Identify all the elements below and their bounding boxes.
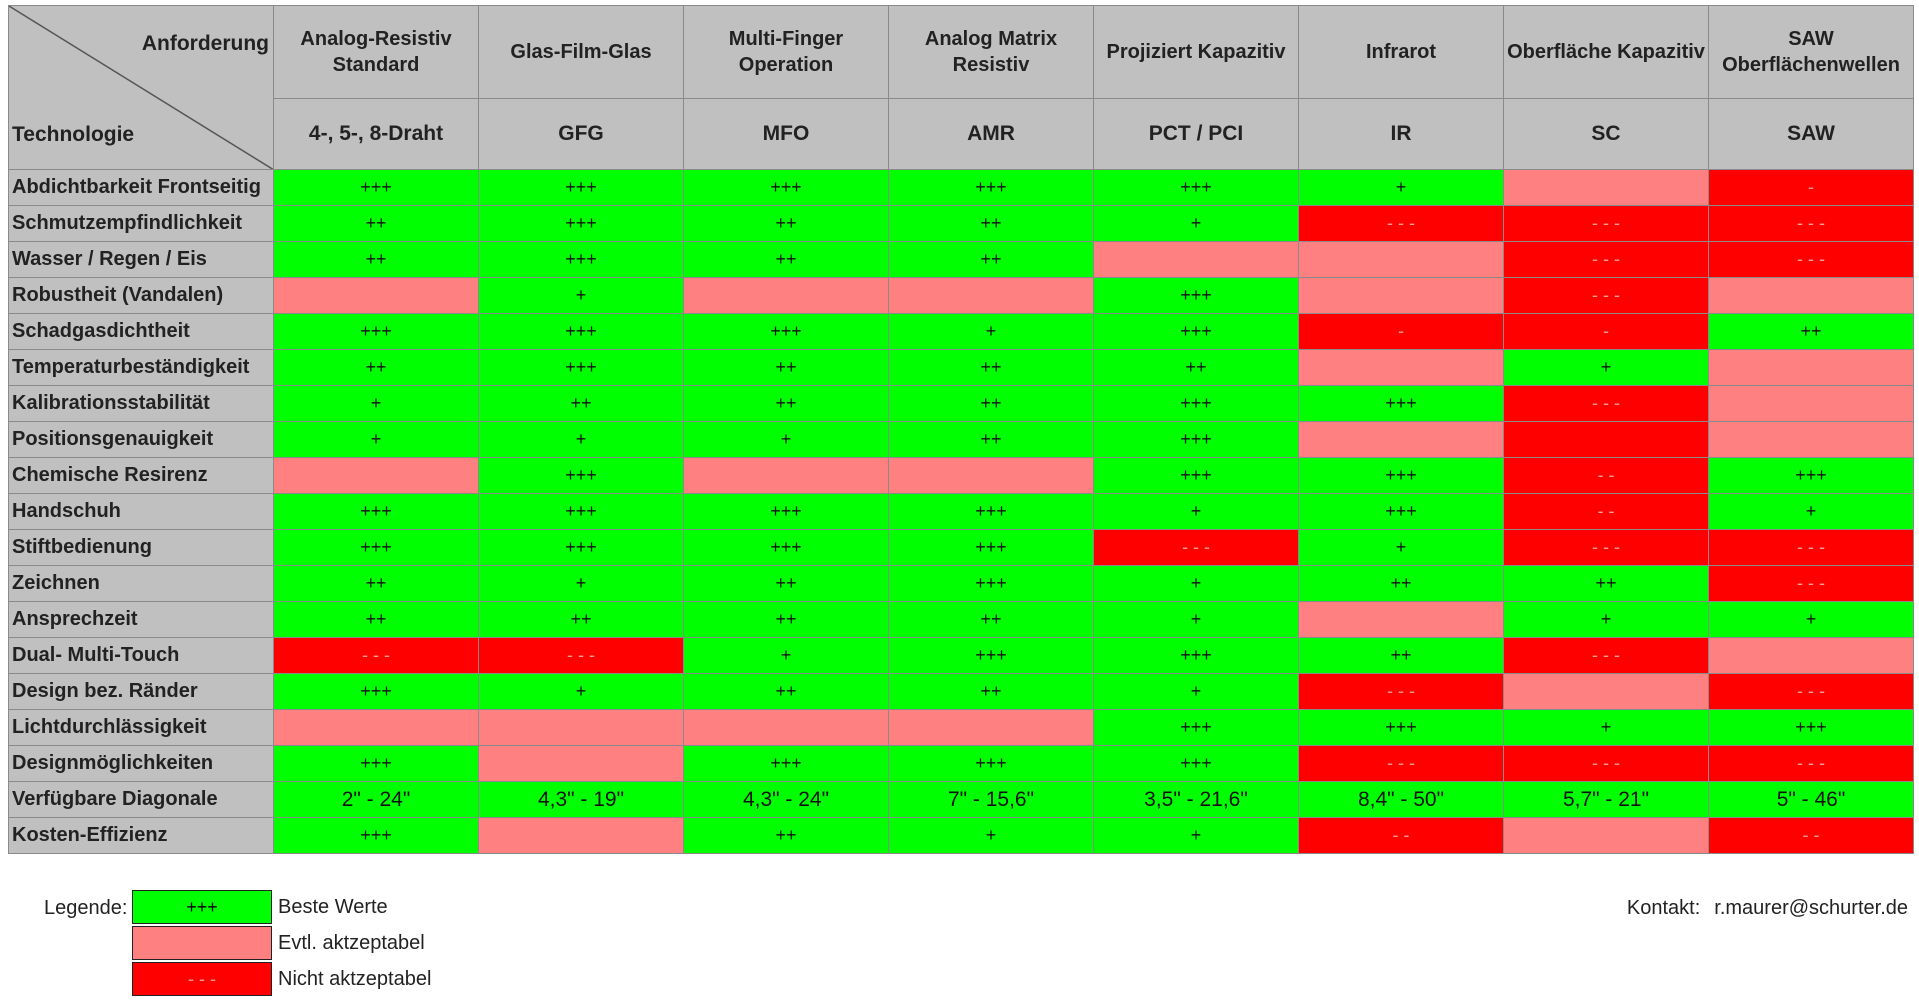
rating-cell — [1299, 350, 1504, 386]
rating-cell: +++ — [479, 206, 684, 242]
rating-cell — [1094, 242, 1299, 278]
rating-cell: +++ — [1299, 494, 1504, 530]
corner-technology-label: Technologie — [12, 123, 135, 146]
table-row — [9, 530, 1914, 566]
rating-cell: - — [1504, 314, 1709, 350]
rating-cell: ++ — [274, 242, 479, 278]
column-header: Glas-Film-Glas — [479, 6, 684, 99]
rating-cell — [1709, 386, 1914, 422]
rating-cell: - - - — [1709, 746, 1914, 782]
rating-cell: +++ — [274, 170, 479, 206]
rating-cell: - - - — [1504, 242, 1709, 278]
rating-cell: +++ — [479, 350, 684, 386]
rating-cell: +++ — [684, 314, 889, 350]
header-row — [9, 6, 1914, 99]
row-label: Dual- Multi-Touch — [9, 638, 274, 674]
rating-cell: - - - — [479, 638, 684, 674]
rating-cell: + — [479, 566, 684, 602]
rating-cell: - - - — [1709, 242, 1914, 278]
rating-cell: ++ — [889, 242, 1094, 278]
rating-cell: - - - — [1504, 206, 1709, 242]
row-label: Positionsgenauigkeit — [9, 422, 274, 458]
rating-cell: ++ — [274, 602, 479, 638]
rating-cell: +++ — [889, 530, 1094, 566]
column-abbreviation: IR — [1299, 99, 1504, 170]
rating-cell — [1504, 818, 1709, 854]
rating-cell: + — [1504, 602, 1709, 638]
rating-cell: +++ — [1299, 710, 1504, 746]
rating-cell: - - - — [1299, 674, 1504, 710]
rating-cell: + — [1709, 602, 1914, 638]
row-label: Verfügbare Diagonale — [9, 782, 274, 818]
rating-cell — [1299, 602, 1504, 638]
rating-cell: +++ — [274, 494, 479, 530]
rating-cell: 5,7" - 21" — [1504, 782, 1709, 818]
rating-cell: - - — [1299, 818, 1504, 854]
rating-cell: ++ — [889, 674, 1094, 710]
rating-cell: +++ — [889, 566, 1094, 602]
table-row — [9, 602, 1914, 638]
rating-cell: +++ — [889, 746, 1094, 782]
table-row — [9, 350, 1914, 386]
rating-cell: + — [1094, 602, 1299, 638]
rating-cell — [1299, 242, 1504, 278]
rating-cell — [889, 278, 1094, 314]
rating-cell: + — [889, 314, 1094, 350]
rating-cell — [479, 710, 684, 746]
rating-cell: 4,3" - 19" — [479, 782, 684, 818]
rating-cell: ++ — [684, 386, 889, 422]
rating-cell: +++ — [889, 494, 1094, 530]
column-abbreviation: 4-, 5-, 8-Draht — [274, 99, 479, 170]
rating-cell: ++ — [1504, 566, 1709, 602]
legend-text: Beste Werte — [278, 896, 388, 918]
table-row — [9, 422, 1914, 458]
rating-cell: +++ — [1094, 278, 1299, 314]
rating-cell: +++ — [1299, 386, 1504, 422]
rating-cell: - - - — [1504, 386, 1709, 422]
rating-cell: + — [1504, 350, 1709, 386]
rating-cell: - - — [1504, 458, 1709, 494]
rating-cell: +++ — [274, 746, 479, 782]
rating-cell: ++ — [889, 602, 1094, 638]
row-label: Chemische Resirenz — [9, 458, 274, 494]
table-row — [9, 278, 1914, 314]
rating-cell: ++ — [684, 818, 889, 854]
rating-cell — [684, 458, 889, 494]
rating-cell: + — [274, 422, 479, 458]
table-row — [9, 386, 1914, 422]
column-header: Multi-Finger Operation — [684, 6, 889, 99]
rating-cell — [1709, 422, 1914, 458]
rating-cell: ++ — [889, 422, 1094, 458]
rating-cell: ++ — [274, 206, 479, 242]
rating-cell — [1504, 170, 1709, 206]
row-label: Robustheit (Vandalen) — [9, 278, 274, 314]
rating-cell — [274, 458, 479, 494]
legend-swatch-pink — [132, 926, 272, 960]
rating-cell: +++ — [1094, 710, 1299, 746]
rating-cell: +++ — [274, 674, 479, 710]
rating-cell — [889, 458, 1094, 494]
rating-cell: - - - — [274, 638, 479, 674]
rating-cell: - - - — [1504, 530, 1709, 566]
rating-cell: 5" - 46" — [1709, 782, 1914, 818]
rating-cell: + — [1299, 530, 1504, 566]
rating-cell: - - - — [1709, 674, 1914, 710]
table-row — [9, 314, 1914, 350]
table-row — [9, 206, 1914, 242]
rating-cell: - - - — [1504, 278, 1709, 314]
rating-cell: ++ — [889, 350, 1094, 386]
rating-cell: ++ — [684, 602, 889, 638]
row-label: Handschuh — [9, 494, 274, 530]
rating-cell: +++ — [1094, 422, 1299, 458]
rating-cell: ++ — [1299, 566, 1504, 602]
rating-cell: + — [889, 818, 1094, 854]
rating-cell: - - - — [1504, 746, 1709, 782]
row-label: Wasser / Regen / Eis — [9, 242, 274, 278]
rating-cell: ++ — [479, 602, 684, 638]
column-abbreviation: AMR — [889, 99, 1094, 170]
rating-cell: +++ — [1709, 710, 1914, 746]
rating-cell: + — [1299, 170, 1504, 206]
rating-cell — [274, 710, 479, 746]
corner-requirement-label: Anforderung — [141, 32, 269, 55]
rating-cell: +++ — [684, 170, 889, 206]
table-row — [9, 242, 1914, 278]
rating-cell: + — [1504, 710, 1709, 746]
rating-cell: + — [479, 674, 684, 710]
rating-cell: 8,4" - 50" — [1299, 782, 1504, 818]
rating-cell: + — [479, 278, 684, 314]
rating-cell: + — [1094, 494, 1299, 530]
rating-cell: + — [684, 422, 889, 458]
corner-cell — [9, 6, 274, 170]
rating-cell — [1299, 278, 1504, 314]
rating-cell — [1504, 422, 1709, 458]
rating-cell: +++ — [1299, 458, 1504, 494]
legend-text: Nicht aktzeptabel — [278, 968, 432, 990]
rating-cell: + — [1094, 566, 1299, 602]
rating-cell: + — [1094, 206, 1299, 242]
rating-cell: - - - — [1504, 638, 1709, 674]
row-label: Stiftbedienung — [9, 530, 274, 566]
rating-cell: +++ — [1094, 458, 1299, 494]
rating-cell: ++ — [889, 206, 1094, 242]
rating-cell: +++ — [1094, 746, 1299, 782]
rating-cell — [1299, 422, 1504, 458]
table-row — [9, 494, 1914, 530]
rating-cell: ++ — [684, 242, 889, 278]
table-row — [9, 566, 1914, 602]
rating-cell: + — [479, 422, 684, 458]
table-row — [9, 710, 1914, 746]
rating-cell: - - - — [1709, 206, 1914, 242]
row-label: Design bez. Ränder — [9, 674, 274, 710]
rating-cell — [889, 710, 1094, 746]
rating-cell: - — [1709, 170, 1914, 206]
legend-swatch-green: +++ — [132, 890, 272, 924]
rating-cell: - - — [1504, 494, 1709, 530]
table-row — [9, 818, 1914, 854]
rating-cell — [1709, 278, 1914, 314]
rating-cell: +++ — [274, 530, 479, 566]
table-row — [9, 746, 1914, 782]
column-abbreviation: PCT / PCI — [1094, 99, 1299, 170]
rating-cell: ++ — [889, 386, 1094, 422]
rating-cell: +++ — [889, 170, 1094, 206]
rating-cell: ++ — [684, 566, 889, 602]
column-header: Analog-Resistiv Standard — [274, 6, 479, 99]
rating-cell: - - — [1709, 818, 1914, 854]
column-abbreviation: GFG — [479, 99, 684, 170]
rating-cell: +++ — [479, 494, 684, 530]
rating-cell: +++ — [479, 242, 684, 278]
comparison-table — [8, 5, 1914, 854]
legend-swatch-red: - - - — [132, 962, 272, 996]
rating-cell: 2" - 24" — [274, 782, 479, 818]
rating-cell: ++ — [1709, 314, 1914, 350]
rating-cell: ++ — [274, 566, 479, 602]
legend-label: Legende: — [44, 897, 128, 919]
rating-cell — [1504, 674, 1709, 710]
column-header: Infrarot — [1299, 6, 1504, 99]
rating-cell: - - - — [1709, 566, 1914, 602]
contact-email: r.maurer@schurter.de — [1714, 897, 1908, 919]
table-row — [9, 458, 1914, 494]
column-abbreviation: MFO — [684, 99, 889, 170]
rating-cell — [479, 818, 684, 854]
rating-cell: - - - — [1094, 530, 1299, 566]
rating-cell: 7" - 15,6" — [889, 782, 1094, 818]
column-header: Oberfläche Kapazitiv — [1504, 6, 1709, 99]
rating-cell: +++ — [274, 314, 479, 350]
rating-cell: +++ — [1094, 386, 1299, 422]
rating-cell — [274, 278, 479, 314]
contact — [1627, 897, 1908, 920]
row-label: Zeichnen — [9, 566, 274, 602]
rating-cell: +++ — [684, 530, 889, 566]
abbreviation-row — [9, 99, 1914, 170]
row-label: Schmutzempfindlichkeit — [9, 206, 274, 242]
rating-cell: - - - — [1299, 206, 1504, 242]
rating-cell: - - - — [1299, 746, 1504, 782]
rating-cell — [684, 710, 889, 746]
rating-cell: +++ — [1709, 458, 1914, 494]
rating-cell: ++ — [479, 386, 684, 422]
row-label: Schadgasdichtheit — [9, 314, 274, 350]
rating-cell: + — [684, 638, 889, 674]
rating-cell: - — [1299, 314, 1504, 350]
rating-cell — [684, 278, 889, 314]
column-header: Analog Matrix Resistiv — [889, 6, 1094, 99]
column-abbreviation: SC — [1504, 99, 1709, 170]
row-label: Temperaturbeständigkeit — [9, 350, 274, 386]
table-row — [9, 170, 1914, 206]
rating-cell: ++ — [684, 674, 889, 710]
rating-cell: +++ — [1094, 314, 1299, 350]
rating-cell: - - - — [1709, 530, 1914, 566]
rating-cell: ++ — [1299, 638, 1504, 674]
rating-cell — [479, 746, 684, 782]
table-row — [9, 674, 1914, 710]
rating-cell: +++ — [479, 458, 684, 494]
rating-cell: +++ — [479, 530, 684, 566]
legend-text: Evtl. aktzeptabel — [278, 932, 425, 954]
row-label: Ansprechzeit — [9, 602, 274, 638]
rating-cell: +++ — [479, 314, 684, 350]
rating-cell: +++ — [1094, 638, 1299, 674]
column-header: SAW Oberflächenwellen — [1709, 6, 1914, 99]
rating-cell: ++ — [684, 350, 889, 386]
row-label: Abdichtbarkeit Frontseitig — [9, 170, 274, 206]
rating-cell: + — [274, 386, 479, 422]
rating-cell: +++ — [684, 494, 889, 530]
rating-cell: +++ — [684, 746, 889, 782]
row-label: Kalibrationsstabilität — [9, 386, 274, 422]
rating-cell: + — [1094, 818, 1299, 854]
row-label: Kosten-Effizienz — [9, 818, 274, 854]
table-row — [9, 782, 1914, 818]
column-abbreviation: SAW — [1709, 99, 1914, 170]
rating-cell — [1709, 350, 1914, 386]
rating-cell: + — [1709, 494, 1914, 530]
rating-cell: ++ — [684, 206, 889, 242]
rating-cell: +++ — [889, 638, 1094, 674]
rating-cell: +++ — [274, 818, 479, 854]
contact-label: Kontakt: — [1626, 897, 1701, 919]
rating-cell: 3,5" - 21,6" — [1094, 782, 1299, 818]
rating-cell: + — [1094, 674, 1299, 710]
rating-cell: ++ — [1094, 350, 1299, 386]
rating-cell — [1709, 638, 1914, 674]
rating-cell: +++ — [479, 170, 684, 206]
table-row — [9, 638, 1914, 674]
rating-cell: +++ — [1094, 170, 1299, 206]
row-label: Lichtdurchlässigkeit — [9, 710, 274, 746]
rating-cell: 4,3" - 24" — [684, 782, 889, 818]
rating-cell: ++ — [274, 350, 479, 386]
row-label: Designmöglichkeiten — [9, 746, 274, 782]
column-header: Projiziert Kapazitiv — [1094, 6, 1299, 99]
